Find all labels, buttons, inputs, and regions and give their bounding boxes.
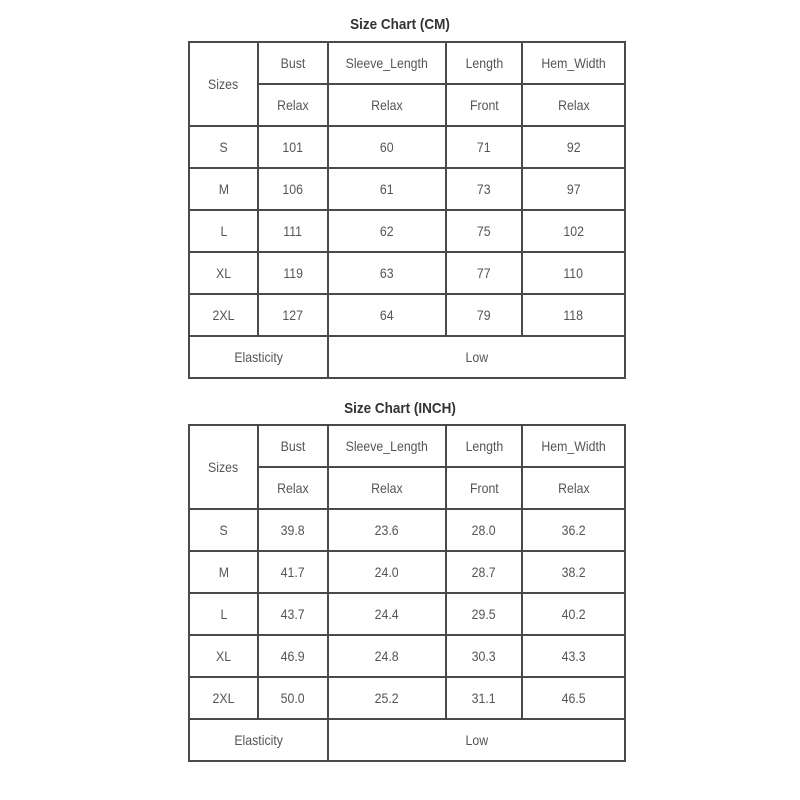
bust-cell: 101: [258, 126, 328, 168]
bust-cell: 106: [258, 168, 328, 210]
sleeve-length-cell: 61: [328, 168, 446, 210]
length-subheader-cell: Front: [446, 84, 522, 126]
table-row: [189, 126, 625, 168]
length-header-cell: Length: [446, 42, 522, 84]
bust-cell: 127: [258, 294, 328, 336]
length-cell: 31.1: [446, 677, 522, 719]
elasticity-value-cell: Low: [328, 719, 625, 761]
hem-width-header-cell: Hem_Width: [522, 425, 625, 467]
bust-cell: 111: [258, 210, 328, 252]
sleeve-length-cell: 25.2: [328, 677, 446, 719]
sizes-header-cell: Sizes: [189, 42, 258, 126]
sleeve-length-cell: 24.4: [328, 593, 446, 635]
size-chart-inch-table: [188, 424, 626, 762]
table-row: [189, 509, 625, 551]
table-row: [189, 677, 625, 719]
bust-cell: 43.7: [258, 593, 328, 635]
length-cell: 73: [446, 168, 522, 210]
length-cell: 29.5: [446, 593, 522, 635]
bust-cell: 119: [258, 252, 328, 294]
hem-width-cell: 46.5: [522, 677, 625, 719]
hem-width-cell: 92: [522, 126, 625, 168]
table-row: [189, 593, 625, 635]
table-row: [189, 635, 625, 677]
size-chart-cm-table: [188, 41, 626, 379]
bust-cell: 46.9: [258, 635, 328, 677]
hem-width-cell: 97: [522, 168, 625, 210]
length-cell: 71: [446, 126, 522, 168]
table-row: [189, 551, 625, 593]
length-cell: 28.7: [446, 551, 522, 593]
bust-cell: 50.0: [258, 677, 328, 719]
sleeve-length-cell: 60: [328, 126, 446, 168]
length-cell: 30.3: [446, 635, 522, 677]
size-cell: XL: [189, 252, 258, 294]
size-cell: L: [189, 210, 258, 252]
hem-width-cell: 118: [522, 294, 625, 336]
hem-width-cell: 102: [522, 210, 625, 252]
size-cell: XL: [189, 635, 258, 677]
table-row: [189, 210, 625, 252]
sleeve-length-subheader-cell: Relax: [328, 84, 446, 126]
size-cell: L: [189, 593, 258, 635]
size-chart-cm-title: Size Chart (CM): [350, 16, 450, 33]
hem-width-subheader-cell: Relax: [522, 84, 625, 126]
size-cell: M: [189, 168, 258, 210]
elasticity-value-cell: Low: [328, 336, 625, 378]
size-cell: S: [189, 126, 258, 168]
elasticity-row: [189, 719, 625, 761]
size-cell: 2XL: [189, 677, 258, 719]
hem-width-cell: 36.2: [522, 509, 625, 551]
hem-width-subheader-cell: Relax: [522, 467, 625, 509]
size-cell: 2XL: [189, 294, 258, 336]
table-row: [189, 294, 625, 336]
length-header-cell: Length: [446, 425, 522, 467]
hem-width-cell: 110: [522, 252, 625, 294]
sleeve-length-cell: 62: [328, 210, 446, 252]
sleeve-length-header-cell: Sleeve_Length: [328, 42, 446, 84]
hem-width-cell: 40.2: [522, 593, 625, 635]
size-chart-inch-title: Size Chart (INCH): [344, 400, 456, 417]
sleeve-length-header-cell: Sleeve_Length: [328, 425, 446, 467]
length-cell: 79: [446, 294, 522, 336]
size-cell: M: [189, 551, 258, 593]
bust-cell: 41.7: [258, 551, 328, 593]
bust-cell: 39.8: [258, 509, 328, 551]
length-cell: 75: [446, 210, 522, 252]
length-cell: 28.0: [446, 509, 522, 551]
bust-subheader-cell: Relax: [258, 84, 328, 126]
sleeve-length-cell: 64: [328, 294, 446, 336]
size-cell: S: [189, 509, 258, 551]
hem-width-cell: 38.2: [522, 551, 625, 593]
elasticity-row: [189, 336, 625, 378]
table-row: [189, 168, 625, 210]
elasticity-label-cell: Elasticity: [189, 719, 328, 761]
sleeve-length-cell: 24.8: [328, 635, 446, 677]
sleeve-length-cell: 63: [328, 252, 446, 294]
hem-width-cell: 43.3: [522, 635, 625, 677]
length-cell: 77: [446, 252, 522, 294]
length-subheader-cell: Front: [446, 467, 522, 509]
bust-subheader-cell: Relax: [258, 467, 328, 509]
bust-header-cell: Bust: [258, 425, 328, 467]
hem-width-header-cell: Hem_Width: [522, 42, 625, 84]
elasticity-label-cell: Elasticity: [189, 336, 328, 378]
bust-header-cell: Bust: [258, 42, 328, 84]
header-row: [189, 425, 625, 467]
sizes-header-cell: Sizes: [189, 425, 258, 509]
header-row: [189, 42, 625, 84]
sleeve-length-cell: 24.0: [328, 551, 446, 593]
sleeve-length-subheader-cell: Relax: [328, 467, 446, 509]
table-row: [189, 252, 625, 294]
sleeve-length-cell: 23.6: [328, 509, 446, 551]
